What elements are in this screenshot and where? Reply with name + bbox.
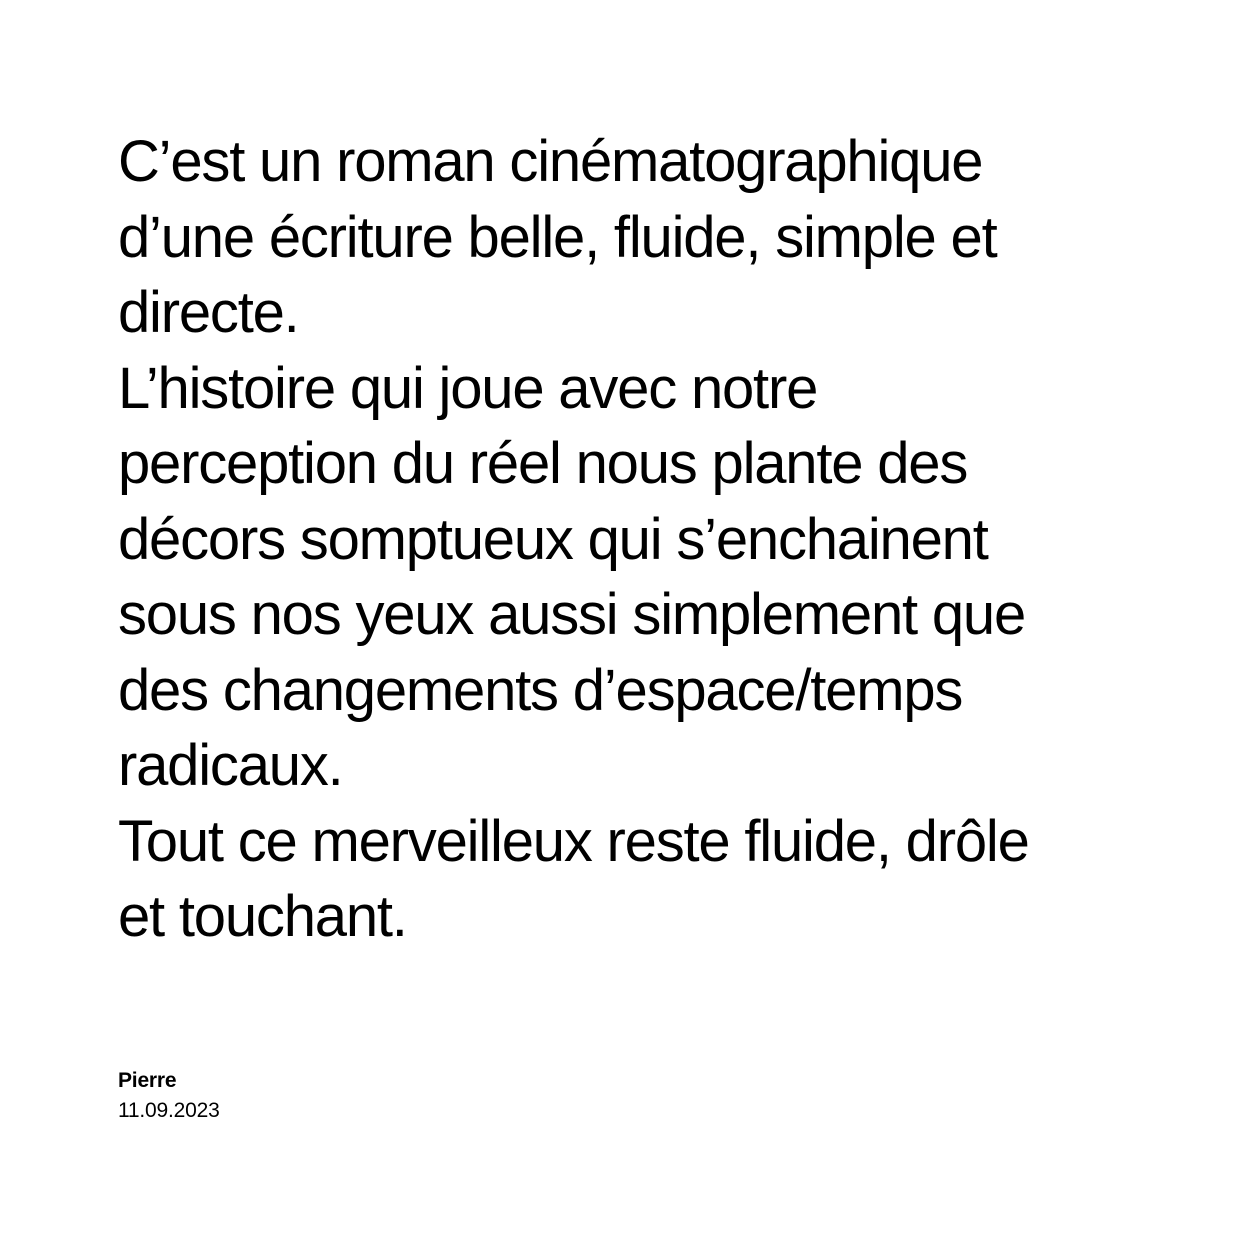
signature-block: [118, 1066, 518, 1126]
quote-line: Tout ce merveilleux reste fluide, drôle: [118, 808, 1029, 874]
quote-line: des changements d’espace/temps: [118, 657, 963, 723]
quote-line: d’une écriture belle, fluide, simple et: [118, 204, 997, 270]
quote-line: et touchant.: [118, 884, 407, 949]
quote-line: décors somptueux qui s’enchainent: [118, 506, 988, 572]
review-date: 11.09.2023: [118, 1099, 220, 1122]
quote-line: perception du réel nous plante des: [118, 431, 968, 496]
quote-line: directe.: [118, 280, 299, 345]
quote-line: L’histoire qui joue avec notre: [118, 355, 818, 421]
quote-line: sous nos yeux aussi simplement que: [118, 582, 1026, 647]
author-name: Pierre: [118, 1069, 177, 1092]
review-quote: [118, 124, 1148, 955]
quote-line: C’est un roman cinématographique: [118, 129, 983, 194]
quote-line: radicaux.: [118, 733, 343, 798]
